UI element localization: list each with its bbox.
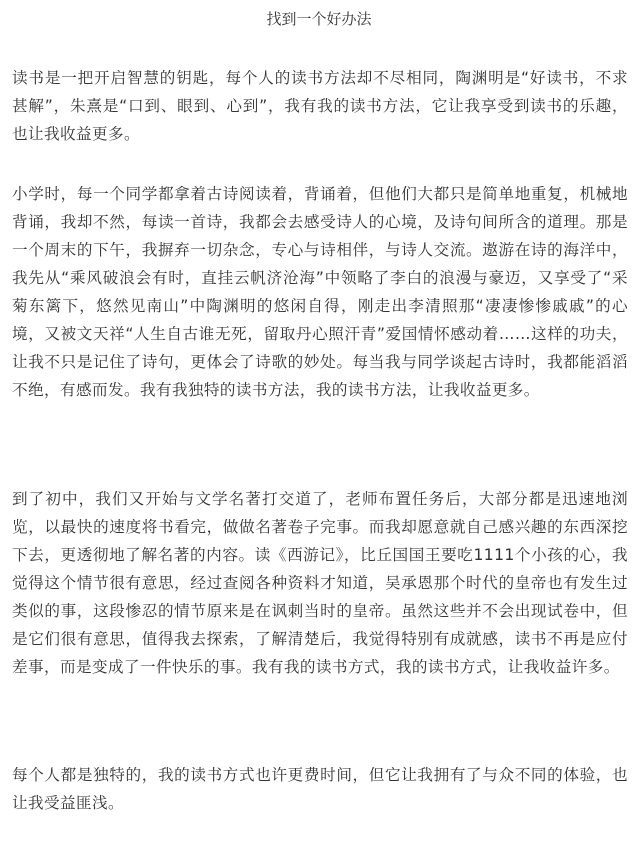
article-title: 找到一个好办法 [266, 10, 372, 28]
paragraph-middle-school: 到了初中，我们又开始与文学名著打交道了，老师布置任务后，大部分都是迅速地浏览，以最快的速度将书看完，做做名著卷子完事。而我却愿意就自己感兴趣的东西深挖下去，更透彻地了解名著的内容。读《西游记》，比丘国国王要吃1111个小孩的心，我觉得这个情节很有意思，经过查阅各种资料才知道，吴承恩那个时代的皇帝也有发生过类似的事，这段惨忍的情节原来是在讽刺当时的皇帝。虽然这些并不会出现试卷中，但是它们很有意思，值得我去探索，了解清楚后，我觉得特别有成就感，读书不再是应付差事，而是变成了一件快乐的事。我有我的读书方式，我的读书方式，让我收益许多。 [12, 490, 628, 676]
paragraph-conclusion: 每个人都是独特的，我的读书方式也许更费时间，但它让我拥有了与众不同的体验，也让我受益匪浅。 [12, 766, 628, 812]
paragraph-intro: 读书是一把开启智慧的钥匙，每个人的读书方法却不尽相同，陶渊明是“好读书，不求甚解”，朱熹是“口到、眼到、心到”，我有我的读书方法，它让我享受到读书的乐趣，也让我收益更多。 [12, 69, 628, 143]
paragraph-primary-school: 小学时，每一个同学都拿着古诗阅读着，背诵着，但他们大都只是简单地重复，机械地背诵，我却不然，每读一首诗，我都会去感受诗人的心境，及诗句间所含的道理。那是一个周末的下午，我摒弃一切杂念，专心与诗相伴，与诗人交流。遨游在诗的海洋中，我先从“乘风破浪会有时，直挂云帆济沧海”中领略了李白的浪漫与豪迈，又享受了“采菊东篱下，悠然见南山”中陶渊明的悠闲自得，刚走出李清照那“凄凄惨惨戚戚”的心境，又被文天祥“人生自古谁无死，留取丹心照汗青”爱国情怀感动着……这样的功夫，让我不只是记住了诗句，更体会了诗歌的妙处。每当我与同学谈起古诗时，我都能滔滔不绝，有感而发。我有我独特的读书方法，我的读书方法，让我收益更多。 [12, 185, 628, 399]
